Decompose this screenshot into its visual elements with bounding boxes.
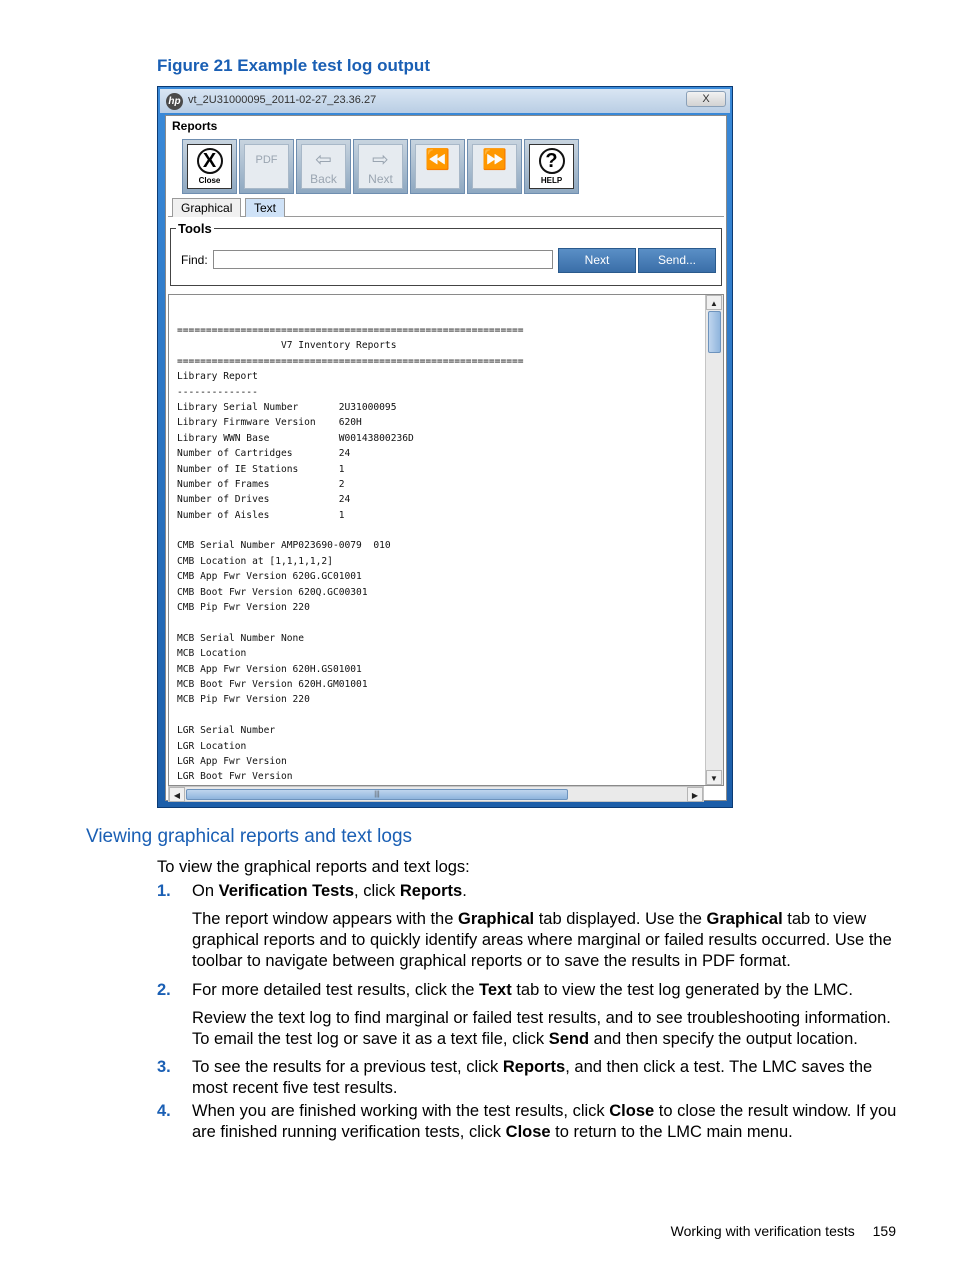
log-line: Library Firmware Version 620H [177, 417, 362, 429]
log-line: LGR Serial Number [177, 725, 276, 737]
ui-term: Close [505, 1123, 551, 1141]
scroll-up-icon[interactable]: ▲ [706, 295, 722, 310]
toolbar-back-button[interactable] [296, 139, 351, 194]
tools-group [170, 221, 722, 286]
toolbar-next-label: Next [368, 172, 393, 186]
find-label: Find: [181, 253, 208, 267]
log-line [177, 523, 702, 538]
hp-logo-icon: hp [166, 93, 183, 110]
window-client [165, 115, 727, 801]
intro-text: To view the graphical reports and text logs: [157, 858, 470, 876]
section-heading: Viewing graphical reports and text logs [86, 826, 413, 847]
toolbar-next-button[interactable] [353, 139, 408, 194]
text-run: tab to view the test log generated by the LMC. [511, 981, 853, 999]
toolbar [182, 139, 579, 195]
log-line: CMB Pip Fwr Version 220 [177, 602, 310, 614]
ui-term: Close [609, 1102, 655, 1120]
step-number: 4. [157, 1102, 171, 1120]
toolbar-last-button[interactable] [467, 139, 522, 194]
horizontal-scroll-thumb[interactable]: ||| [186, 789, 568, 800]
log-text [177, 323, 702, 785]
toolbar-first-face [415, 144, 460, 189]
tab-graphical[interactable]: Graphical [172, 198, 241, 217]
step-paragraph [192, 980, 902, 1001]
scroll-right-icon[interactable]: ▶ [687, 787, 703, 802]
log-line: V7 Inventory Reports [177, 340, 397, 352]
next-button[interactable]: Next [558, 248, 636, 273]
log-line [177, 615, 702, 630]
log-line: LGR Boot Fwr Version [177, 771, 293, 783]
step-body [192, 881, 902, 979]
ui-term: Graphical [706, 910, 783, 928]
pdf-icon: PDF [255, 154, 278, 166]
log-line: LGR Location [177, 740, 247, 752]
text-run: Review the text log to find marginal or failed test results, and to see troubleshooting information. To email the test log or save it as a text file, click [192, 1009, 891, 1048]
reports-label: Reports [172, 119, 218, 133]
log-line: CMB Location at [1,1,1,1,2] [177, 555, 333, 567]
log-line: Number of IE Stations 1 [177, 463, 345, 475]
step-body [192, 980, 902, 1057]
log-line: MCB Location [177, 648, 247, 660]
log-line: Number of Cartridges 24 [177, 448, 351, 460]
toolbar-help-button[interactable] [524, 139, 579, 194]
step-number: 2. [157, 981, 171, 999]
log-line: -------------- [177, 386, 258, 398]
log-line [177, 708, 702, 723]
log-line: MCB App Fwr Version 620H.GS01001 [177, 663, 362, 675]
log-line: CMB Boot Fwr Version 620Q.GC00301 [177, 586, 368, 598]
text-run: , click [354, 882, 400, 900]
footer-text: Working with verification tests [670, 1223, 855, 1239]
find-input[interactable] [213, 250, 553, 269]
first-icon: ⏪ [425, 149, 450, 171]
figure-caption: Figure 21 Example test log output [157, 56, 430, 75]
toolbar-pdf-face [244, 144, 289, 189]
text-run: When you are finished working with the test results, click [192, 1102, 610, 1120]
text-run: . [462, 882, 467, 900]
ui-term: Graphical [457, 910, 535, 928]
log-text-area[interactable] [168, 294, 724, 786]
toolbar-last-face [472, 144, 517, 189]
text-run: tab displayed. Use the [534, 910, 707, 928]
ui-term: Reports [399, 882, 463, 900]
vertical-scroll-thumb[interactable] [708, 311, 721, 353]
page-number: 159 [872, 1223, 896, 1239]
log-line: CMB App Fwr Version 620G.GC01001 [177, 571, 362, 583]
toolbar-close-face [187, 144, 232, 189]
text-run: tab to view graphical reports and to quickly identify areas where marginal or failed results occurred. Use the toolbar to navigate between graphical reports or to save the results in PDF format. [192, 910, 892, 970]
page-footer [657, 1223, 896, 1239]
scroll-down-icon[interactable]: ▼ [706, 770, 722, 785]
toolbar-back-face [301, 144, 346, 189]
text-run: , and then click a test. The LMC saves the most recent five test results. [192, 1058, 873, 1097]
tab-strip [168, 197, 724, 217]
log-line: LGR App Fwr Version [177, 755, 287, 767]
ui-term: Send [548, 1030, 590, 1048]
log-line: ============================================================ [177, 355, 524, 367]
scroll-left-icon[interactable]: ◀ [169, 787, 185, 802]
close-icon: X [197, 148, 223, 174]
log-line: MCB Boot Fwr Version 620H.GM01001 [177, 678, 368, 690]
step-paragraph [192, 1008, 902, 1050]
log-line: MCB Serial Number None [177, 632, 305, 644]
step-number: 1. [157, 882, 171, 900]
log-line: Library Report [177, 371, 258, 383]
tools-legend: Tools [178, 221, 212, 236]
back-icon: ⇦ [315, 149, 332, 171]
toolbar-help-label: HELP [540, 176, 563, 185]
step-paragraph [192, 909, 902, 972]
step-body [192, 1101, 902, 1150]
text-run: To see the results for a previous test, click [192, 1058, 503, 1076]
log-line: Library Serial Number 2U31000095 [177, 401, 397, 413]
text-run: The report window appears with the [192, 910, 458, 928]
log-line: Number of Drives 24 [177, 494, 351, 506]
text-run: to return to the LMC main menu. [550, 1123, 793, 1141]
toolbar-close-button[interactable] [182, 139, 237, 194]
text-run: to close the result window. If you are finished running verification tests, click [192, 1102, 897, 1141]
step-paragraph [192, 881, 902, 902]
step-body [192, 1057, 902, 1106]
toolbar-close-label: Close [198, 176, 221, 185]
step-paragraph [192, 1057, 902, 1099]
horizontal-scrollbar[interactable] [168, 786, 704, 802]
text-run: For more detailed test results, click the [192, 981, 480, 999]
step-number: 3. [157, 1058, 171, 1076]
next-icon: ⇨ [372, 149, 389, 171]
toolbar-back-label: Back [310, 172, 337, 186]
send-button[interactable]: Send... [638, 248, 716, 273]
log-line: MCB Pip Fwr Version 220 [177, 694, 310, 706]
step-paragraph [192, 1101, 902, 1143]
log-line: ============================================================ [177, 325, 524, 336]
toolbar-next-face [358, 144, 403, 189]
log-line: CMB Serial Number AMP023690-0079 010 [177, 540, 391, 552]
log-line: Number of Aisles 1 [177, 509, 345, 521]
toolbar-pdf-button[interactable] [239, 139, 294, 194]
toolbar-help-face [529, 144, 574, 189]
window-close-button[interactable]: X [686, 91, 726, 107]
ui-term: Text [479, 981, 512, 999]
ui-term: Reports [502, 1058, 566, 1076]
window-title: vt_2U31000095_2011-02-27_23.36.27 [188, 94, 377, 106]
last-icon: ⏩ [482, 149, 507, 171]
log-line: Number of Frames 2 [177, 478, 345, 490]
report-window [157, 86, 733, 808]
title-bar [160, 89, 730, 113]
toolbar-first-button[interactable] [410, 139, 465, 194]
vertical-scrollbar[interactable] [705, 295, 723, 785]
ui-term: Verification Tests [218, 882, 355, 900]
tab-text[interactable]: Text [245, 198, 285, 217]
help-icon: ? [539, 148, 565, 174]
text-run: and then specify the output location. [589, 1030, 858, 1048]
text-run: On [192, 882, 219, 900]
log-line: Library WWN Base W00143800236D [177, 432, 414, 444]
